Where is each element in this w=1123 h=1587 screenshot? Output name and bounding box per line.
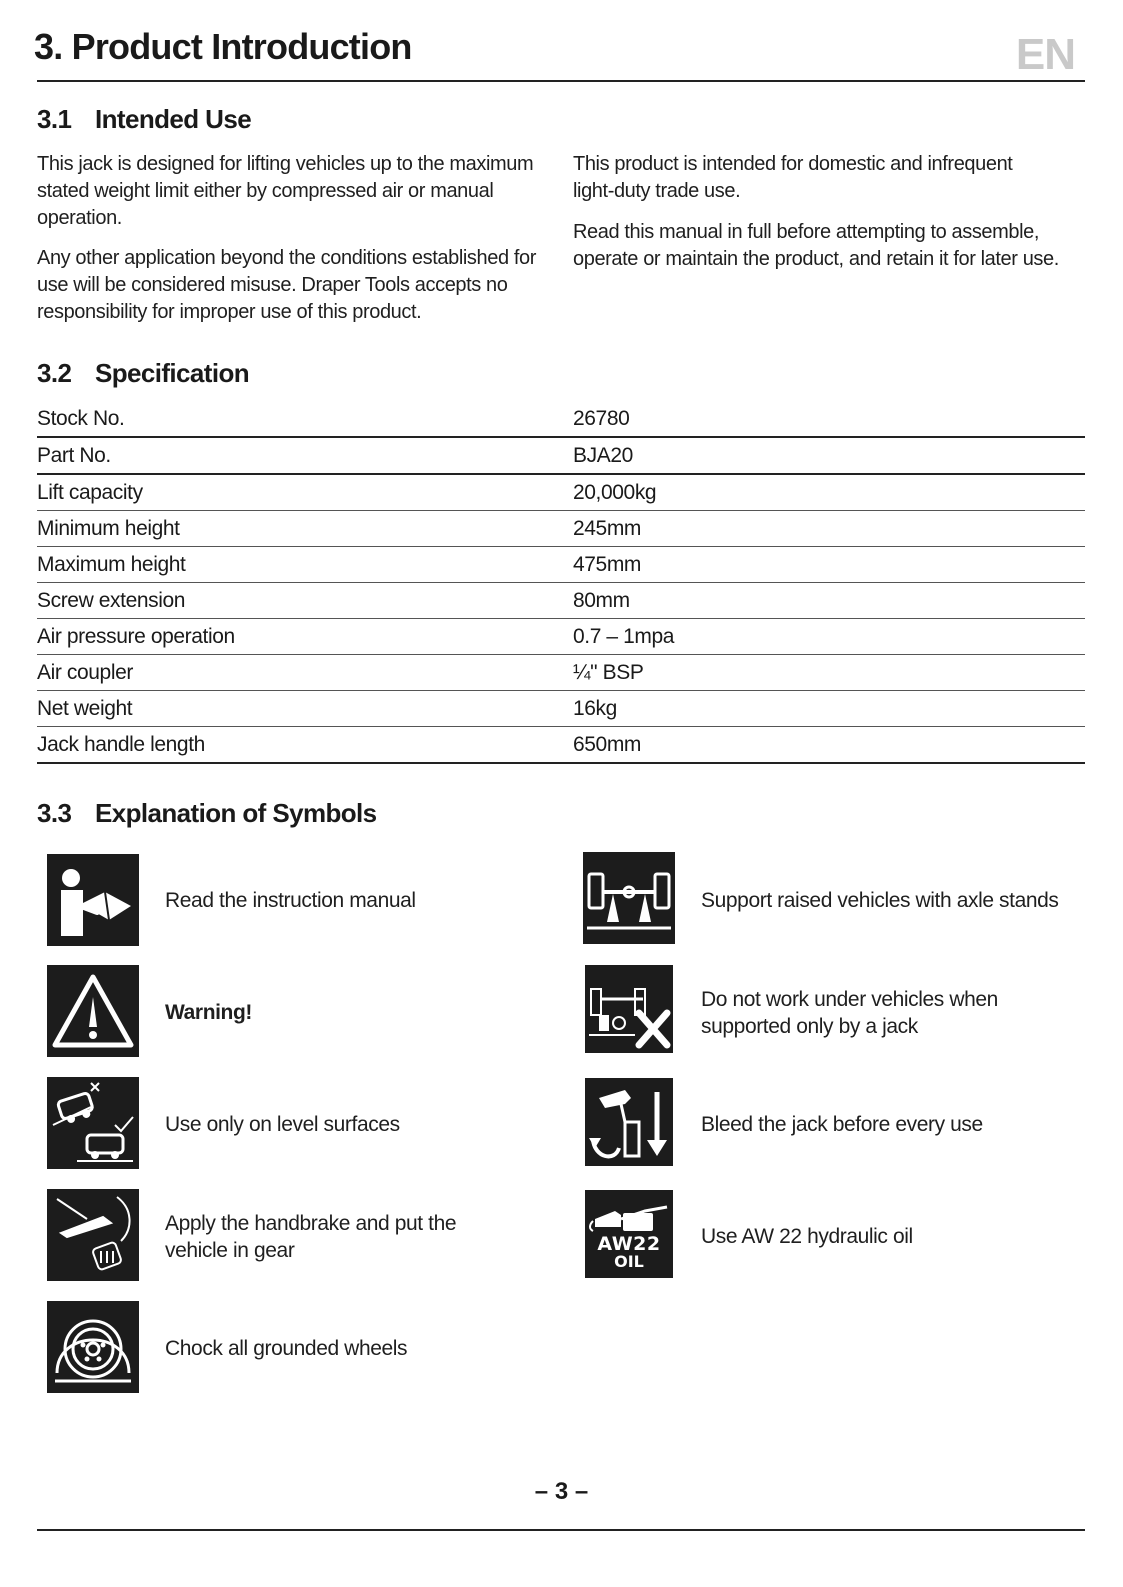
read-manual-icon <box>47 854 139 946</box>
section-number: 3.3 <box>37 798 72 828</box>
spec-label: Maximum height <box>37 547 573 583</box>
section-heading-specification <box>37 358 249 389</box>
table-row <box>37 727 1085 764</box>
table-row <box>37 437 1085 474</box>
spec-label: Stock No. <box>37 401 573 437</box>
spec-label: Lift capacity <box>37 474 573 511</box>
spec-value: ¼" BSP <box>573 655 1085 691</box>
spec-label: Jack handle length <box>37 727 573 764</box>
oil-icon-text-2: OIL <box>614 1252 644 1271</box>
symbol-label: Use AW 22 hydraulic oil <box>701 1225 913 1248</box>
section-number: 3.1 <box>37 104 72 134</box>
header-divider <box>37 80 1085 82</box>
table-row <box>37 691 1085 727</box>
handbrake-icon <box>47 1189 139 1281</box>
table-row <box>37 547 1085 583</box>
spec-label: Screw extension <box>37 583 573 619</box>
spec-label: Net weight <box>37 691 573 727</box>
intended-use-paragraph-3: This product is intended for domestic and infrequent light-duty trade use. <box>573 153 1013 202</box>
spec-value: 0.7 – 1mpa <box>573 619 1085 655</box>
symbol-label: Bleed the jack before every use <box>701 1113 983 1136</box>
page-title: 3. Product Introduction <box>34 26 412 67</box>
oil-can-icon <box>585 1190 673 1278</box>
level-surface-icon <box>47 1077 139 1169</box>
spec-value: 26780 <box>573 401 1085 437</box>
table-row <box>37 401 1085 437</box>
spec-value: 650mm <box>573 727 1085 764</box>
section-heading-intended-use <box>37 104 251 135</box>
symbol-label: Chock all grounded wheels <box>165 1337 408 1360</box>
footer-divider <box>37 1529 1085 1531</box>
spec-value: 80mm <box>573 583 1085 619</box>
section-title: Specification <box>95 358 250 388</box>
spec-label: Part No. <box>37 437 573 474</box>
symbol-label: Warning! <box>165 1001 253 1024</box>
table-row <box>37 474 1085 511</box>
spec-label: Air pressure operation <box>37 619 573 655</box>
symbol-label: Use only on level surfaces <box>165 1113 400 1136</box>
table-row <box>37 619 1085 655</box>
symbol-label: Read the instruction manual <box>165 889 416 912</box>
table-row <box>37 583 1085 619</box>
no-work-under-icon <box>585 965 673 1053</box>
spec-value: 16kg <box>573 691 1085 727</box>
section-heading-symbols <box>37 798 377 829</box>
symbol-label: Apply the handbrake and put the vehicle in gear <box>165 1212 457 1262</box>
section-number: 3.2 <box>37 358 72 388</box>
spec-value: 20,000kg <box>573 474 1085 511</box>
section-title: Explanation of Symbols <box>95 798 377 828</box>
symbol-label: Support raised vehicles with axle stands <box>701 889 1059 912</box>
intended-use-paragraph-2: Any other application beyond the conditions established for use will be considered misuse. Draper Tools accepts no responsibility for improper use of this product. <box>37 247 536 323</box>
page-number: – 3 – <box>534 1478 589 1505</box>
table-row <box>37 655 1085 691</box>
spec-value: BJA20 <box>573 437 1085 474</box>
oil-icon-text-1: AW22 <box>597 1233 661 1255</box>
spec-label: Minimum height <box>37 511 573 547</box>
spec-value: 475mm <box>573 547 1085 583</box>
intended-use-paragraph-1: This jack is designed for lifting vehicles up to the maximum stated weight limit either by compressed air or manual operation. <box>37 153 534 229</box>
axle-stands-icon <box>583 852 675 944</box>
chock-wheel-icon <box>47 1301 139 1393</box>
bleed-jack-icon <box>585 1078 673 1166</box>
table-row <box>37 511 1085 547</box>
warning-icon <box>47 965 139 1057</box>
spec-value: 245mm <box>573 511 1085 547</box>
section-title: Intended Use <box>95 104 252 134</box>
intended-use-paragraph-4: Read this manual in full before attempting to assemble, operate or maintain the product, and retain it for later use. <box>573 221 1059 270</box>
symbol-label: Do not work under vehicles when supported only by a jack <box>701 988 998 1038</box>
spec-label: Air coupler <box>37 655 573 691</box>
spec-table <box>37 401 1085 764</box>
language-badge: EN <box>1015 30 1075 79</box>
